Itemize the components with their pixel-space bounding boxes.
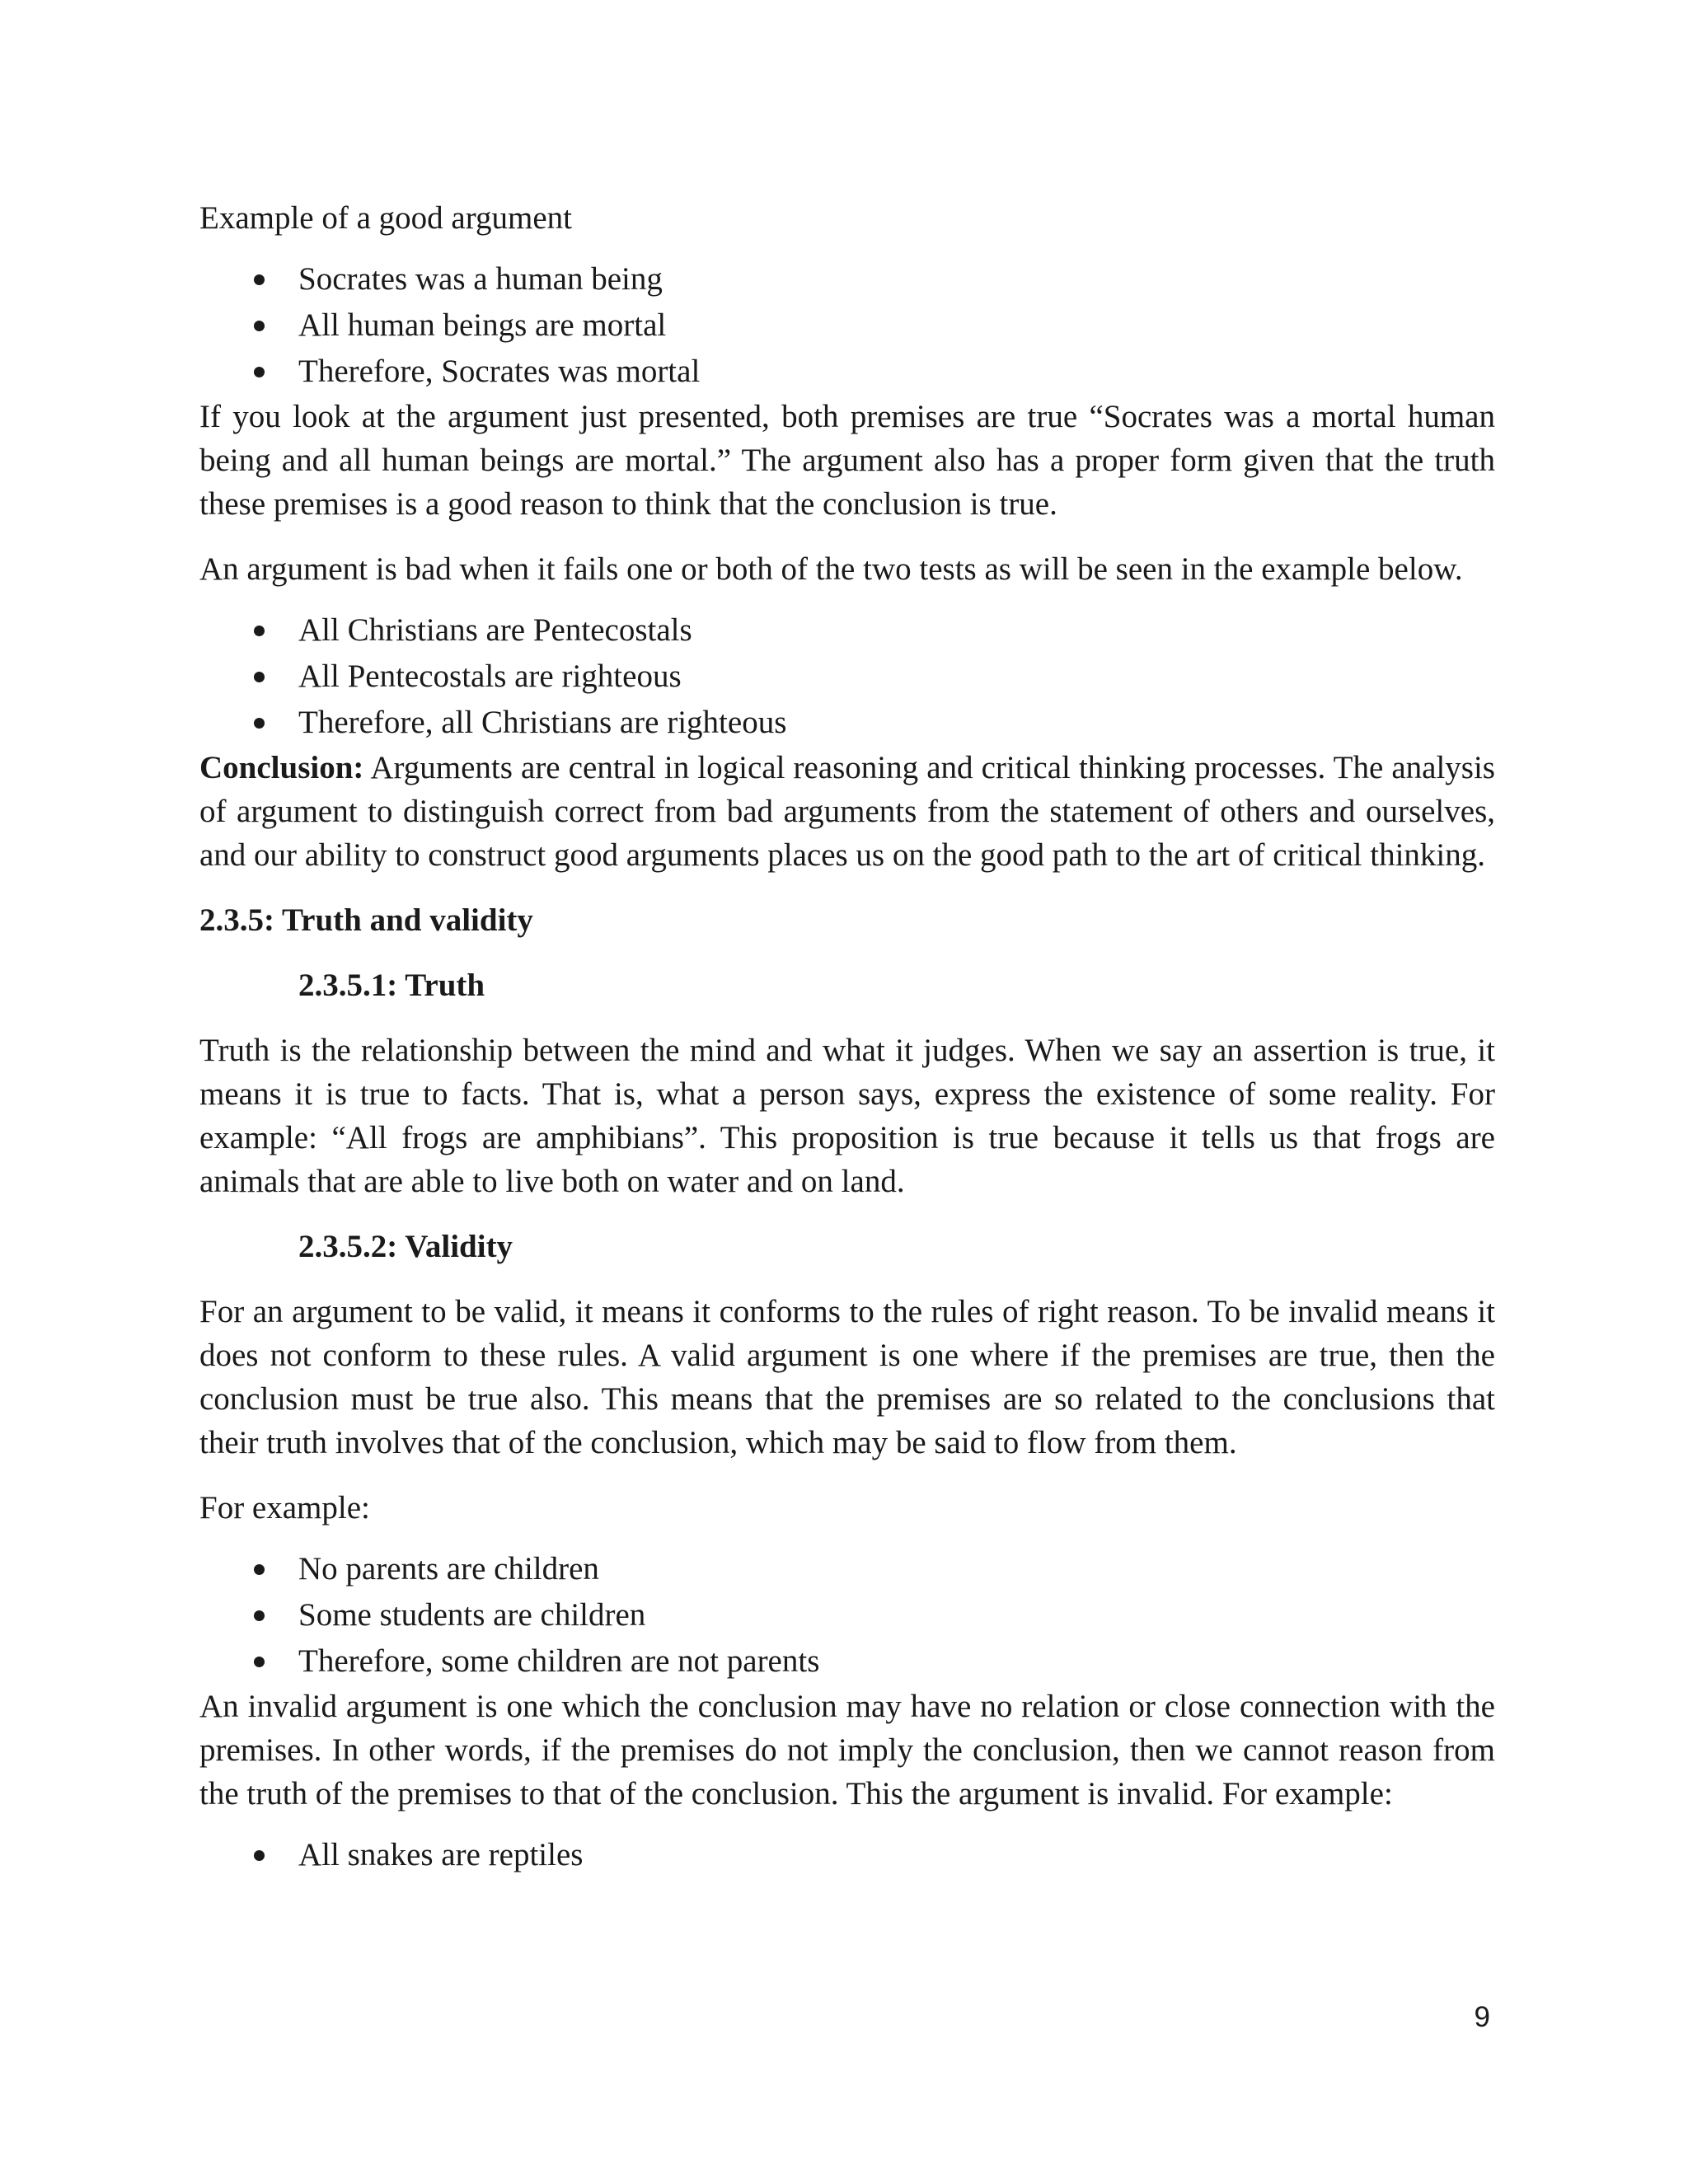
list-item: All human beings are mortal [249,302,1495,349]
list-item: Therefore, Socrates was mortal [249,349,1495,395]
bad-argument-intro: An argument is bad when it fails one or both of the two tests as will be seen in the example below. [199,551,1463,587]
bullet-icon [254,1564,265,1575]
section-heading: 2.3.5: Truth and validity [199,902,533,938]
list-item: No parents are children [249,1546,1495,1592]
list-item: All Christians are Pentecostals [249,607,1495,654]
list-item: Some students are children [249,1592,1495,1638]
valid-example-list [199,1546,1495,1685]
list-item: All snakes are reptiles [249,1832,1495,1878]
for-example-text: For example: [199,1490,370,1526]
conclusion-paragraph [199,746,1495,877]
truth-paragraph: Truth is the relationship between the mind and what it judges. When we say an assertion is true, it means it is true to facts. That is, what a person says, express the existence of some reality. For example: “All frogs are amphibians”. This proposition is true because it tells us that frogs are animals that are able to live both on water and on land. [199,1033,1495,1199]
invalid-example-list [199,1832,1495,1878]
invalid-argument-paragraph: An invalid argument is one which the conclusion may have no relation or close connection with the premises. In other words, if the premises do not imply the conclusion, then we cannot reason from the truth of the premises to that of the conclusion. This the argument is invalid. For example: [199,1689,1495,1811]
bullet-icon [254,1657,265,1667]
bad-argument-list [199,607,1495,746]
bullet-icon [254,718,265,729]
bullet-icon [254,1610,265,1621]
document-page [199,196,1495,1878]
truth-heading: 2.3.5.1: Truth [298,968,485,1003]
bullet-icon [254,274,265,285]
validity-heading: 2.3.5.2: Validity [298,1229,513,1264]
good-argument-list [199,256,1495,395]
bullet-icon [254,626,265,636]
bullet-icon [254,672,265,682]
good-argument-explanation: If you look at the argument just presented, both premises are true “Socrates was a mortal human being and all human beings are mortal.” The argument also has a proper form given that the truth these premises is a good reason to think that the conclusion is true. [199,399,1495,522]
page-number: 9 [1474,2001,1490,2033]
conclusion-text: Arguments are central in logical reasoning and critical thinking processes. The analysis of argument to distinguish correct from bad arguments from the statement of others and ourselves, and our ability to construct good arguments places us on the good path to the art of critical thinking. [199,750,1495,873]
bullet-icon [254,1850,265,1861]
list-item: Therefore, some children are not parents [249,1638,1495,1685]
validity-paragraph: For an argument to be valid, it means it conforms to the rules of right reason. To be invalid means it does not conform to these rules. A valid argument is one where if the premises are true, then the conclusion must be true also. This means that the premises are so related to the conclusions that their truth involves that of the conclusion, which may be said to flow from them. [199,1294,1495,1460]
bullet-icon [254,321,265,331]
intro-text: Example of a good argument [199,200,572,236]
bullet-icon [254,367,265,377]
list-item: Socrates was a human being [249,256,1495,302]
list-item: Therefore, all Christians are righteous [249,700,1495,746]
conclusion-label: Conclusion: [199,750,364,785]
list-item: All Pentecostals are righteous [249,654,1495,700]
